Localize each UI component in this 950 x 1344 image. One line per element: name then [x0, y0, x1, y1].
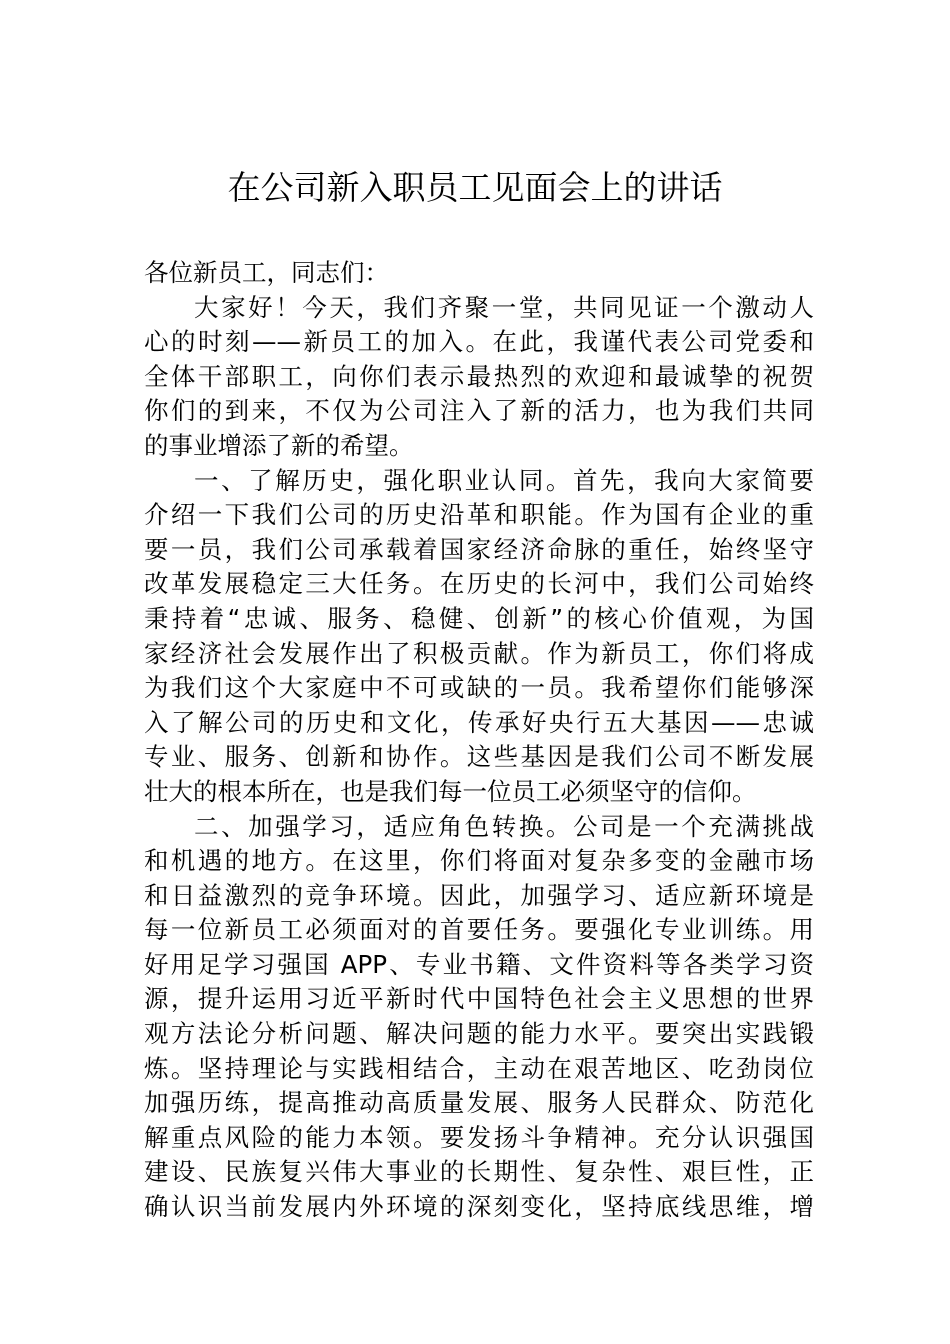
paragraph-line: 的事业增添了新的希望。 [144, 430, 414, 460]
paragraph-line: 确认识当前发展内外环境的深刻变化，坚持底线思维，增 [144, 1192, 814, 1222]
paragraph-line: 全体干部职工，向你们表示最热烈的欢迎和最诚挚的祝贺 [144, 361, 814, 391]
paragraph-line: 壮大的根本所在，也是我们每一位员工必须坚守的信仰。 [144, 776, 757, 806]
paragraph-line: 加强历练，提高推动高质量发展、服务人民群众、防范化 [144, 1088, 814, 1118]
document-body [144, 256, 814, 1225]
paragraph-line: 心的时刻——新员工的加入。在此，我谨代表公司党委和 [144, 327, 814, 357]
paragraph-line: 要一员，我们公司承载着国家经济命脉的重任，始终坚守 [144, 534, 814, 564]
paragraph-line: 源，提升运用习近平新时代中国特色社会主义思想的世界 [144, 984, 814, 1014]
paragraph-line: 大家好！今天，我们齐聚一堂，共同见证一个激动人 [194, 292, 814, 322]
paragraph-line: 为我们这个大家庭中不可或缺的一员。我希望你们能够深 [144, 673, 814, 703]
paragraph-line: 秉持着“忠诚、服务、稳健、创新”的核心价值观，为国 [144, 603, 814, 633]
paragraph-line: 每一位新员工必须面对的首要任务。要强化专业训练。用 [144, 915, 814, 945]
paragraph-line: 一、了解历史，强化职业认同。首先，我向大家简要 [194, 465, 814, 495]
paragraph-line: 建设、民族复兴伟大事业的长期性、复杂性、艰巨性，正 [144, 1157, 814, 1187]
paragraph-line: 解重点风险的能力本领。要发扬斗争精神。充分认识强国 [144, 1122, 814, 1152]
paragraph-line: 入了解公司的历史和文化，传承好央行五大基因——忠诚 [144, 707, 814, 737]
paragraph-line: 改革发展稳定三大任务。在历史的长河中，我们公司始终 [144, 569, 814, 599]
paragraph-line: 好用足学习强国 APP、专业书籍、文件资料等各类学习资 [144, 949, 814, 979]
paragraph-line: 专业、服务、创新和协作。这些基因是我们公司不断发展 [144, 742, 814, 772]
paragraph-line: 和机遇的地方。在这里，你们将面对复杂多变的金融市场 [144, 846, 814, 876]
salutation-line: 各位新员工，同志们： [144, 258, 389, 287]
paragraph-line: 家经济社会发展作出了积极贡献。作为新员工，你们将成 [144, 638, 814, 668]
paragraph-line: 观方法论分析问题、解决问题的能力水平。要突出实践锻 [144, 1019, 814, 1049]
paragraph-line: 介绍一下我们公司的历史沿革和职能。作为国有企业的重 [144, 500, 814, 530]
paragraph-line: 你们的到来，不仅为公司注入了新的活力，也为我们共同 [144, 396, 814, 426]
paragraph-line: 炼。坚持理论与实践相结合，主动在艰苦地区、吃劲岗位 [144, 1053, 814, 1083]
paragraph-line: 和日益激烈的竞争环境。因此，加强学习、适应新环境是 [144, 880, 814, 910]
paragraph-line: 二、加强学习，适应角色转换。公司是一个充满挑战 [194, 811, 814, 841]
document-title: 在公司新入职员工见面会上的讲话 [227, 168, 723, 207]
